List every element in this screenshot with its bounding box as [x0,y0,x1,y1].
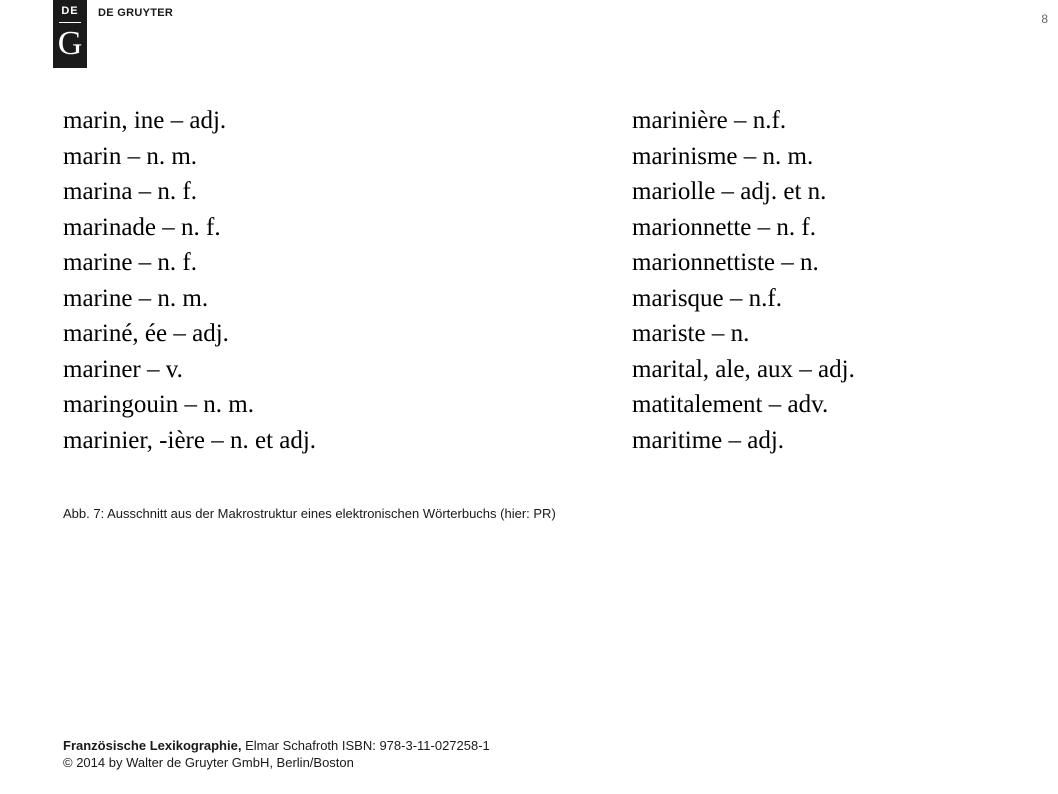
figure-caption: Abb. 7: Ausschnitt aus der Makrostruktur eines elektronischen Wörterbuchs (hier: PR) [63,506,556,521]
logo-g-text: G [57,25,83,62]
dictionary-entry: mariste – n. [632,320,750,347]
dictionary-entry: marin, ine – adj. [63,107,227,134]
logo-divider [59,22,81,23]
entry-list-left [63,103,316,458]
copyright-line: © 2014 by Walter de Gruyter GmbH, Berlin/Boston [63,755,354,770]
page-number: 8 [1041,12,1048,26]
dictionary-entry: marine – n. f. [63,249,197,276]
book-info: Elmar Schafroth ISBN: 978-3-11-027258-1 [241,738,490,753]
logo-de-text: DE [61,5,79,17]
dictionary-entry: marionnettiste – n. [632,249,819,276]
dictionary-entry: marinière – n.f. [632,107,787,134]
dictionary-entry: marin – n. m. [63,142,198,170]
dictionary-entry: marionnette – n. f. [632,213,816,241]
citation-footer [63,737,490,771]
dictionary-entry: maritime – adj. [632,426,785,454]
dictionary-entry: marina – n. f. [63,178,197,205]
dictionary-entry: maringouin – n. m. [63,391,254,418]
dictionary-entry: marinisme – n. m. [632,142,814,170]
dictionary-entry: marinier, -ière – n. et adj. [63,426,317,454]
book-citation [63,737,490,754]
dictionary-entry: mariné, ée – adj. [63,320,229,347]
dictionary-entry: mariolle – adj. et n. [632,178,827,205]
publisher-logo [53,0,87,68]
entry-list-right [632,103,855,458]
dictionary-entry: marinade – n. f. [63,213,221,241]
publisher-name: DE GRUYTER [98,7,174,19]
dictionary-entry: marital, ale, aux – adj. [632,355,855,383]
dictionary-entry: marisque – n.f. [632,284,782,312]
dictionary-entry: matitalement – adv. [632,391,829,418]
book-title: Französische Lexikographie, [63,738,242,753]
dictionary-entry: mariner – v. [63,355,183,383]
dictionary-entry: marine – n. m. [63,284,209,312]
